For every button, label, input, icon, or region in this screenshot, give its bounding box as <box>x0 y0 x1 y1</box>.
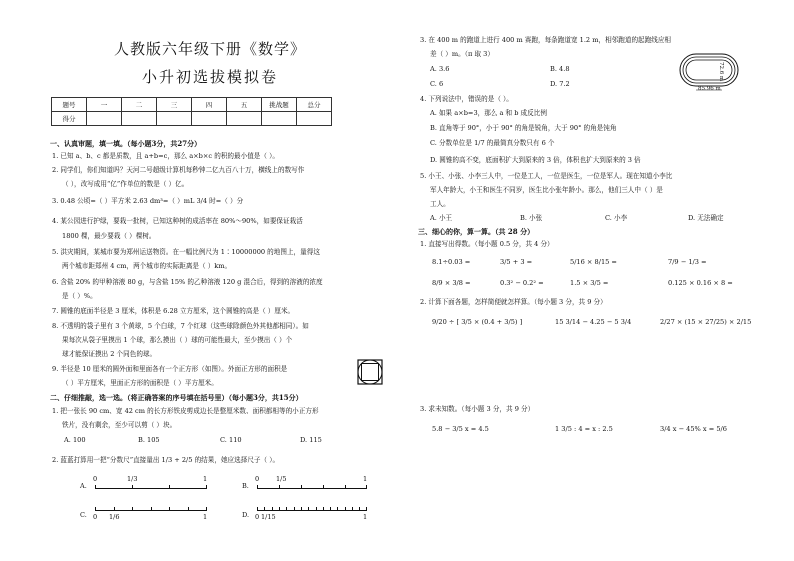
section-2-heading: 二、仔细推敲，选一选。（将正确答案的序号填在括号里）（每小题3分，共15分） <box>50 393 303 402</box>
ruler-tick <box>169 485 170 489</box>
ruler-tick <box>257 485 258 489</box>
question-1-8: 8. 不透明的袋子里有 3 个黄球，5 个白球，7 个红球（这些球除颜色外其他都相同）。如 <box>52 322 309 330</box>
calc-item: 1.5 × 3/5 = <box>570 279 609 287</box>
question-1-2-line2: （ ），改写成用“亿”作单位的数是（ ）亿。 <box>62 180 189 188</box>
calc-item: 15 3/14 − 4.25 − 5 3/4 <box>555 318 632 326</box>
calc-item: 2/27 × (15 × 27/25) × 2/15 <box>660 318 752 326</box>
option-c[interactable]: C. 小李 <box>605 214 628 222</box>
option-d[interactable]: D. 115 <box>300 436 322 444</box>
score-input-cell[interactable] <box>297 112 332 126</box>
option-c[interactable]: C. 6 <box>430 80 444 88</box>
section-3-heading: 三、细心的你，算一算。（共 28 分） <box>418 227 535 236</box>
ruler-tick <box>337 507 338 511</box>
option-a[interactable]: A. 如果 a×b=3，那么 a 和 b 成反比例 <box>430 109 547 117</box>
ruler-c-mark: 1/6 <box>109 513 120 521</box>
ruler-tick <box>188 507 189 511</box>
ruler-tick <box>352 507 353 511</box>
ruler-tick <box>359 507 360 511</box>
question-1-4: 4. 某公园进行护绿，要栽一批树，已知这种树的成活率在 80%～90%，如要保证栽活 <box>52 217 303 225</box>
ruler-d-label: D. <box>242 511 250 519</box>
option-d[interactable]: D. 圆锥的高不变，底面积扩大到原来的 3 倍，体积也扩大到原来的 3 倍 <box>430 156 641 164</box>
option-a[interactable]: A. 3.6 <box>430 65 450 73</box>
option-d[interactable]: D. 7.2 <box>550 80 570 88</box>
ruler-tick <box>366 507 367 511</box>
question-2-2: 2. 蓝蓝打算用一把“分数尺”直接量出 1/3 + 2/5 的结果，她应选择尺子（ ）。 <box>52 456 280 464</box>
calc-1-heading: 1. 直接写出得数。（每小题 0.5 分，共 4 分） <box>420 240 554 248</box>
score-table <box>51 97 332 126</box>
ruler-tick <box>206 485 207 489</box>
ruler-tick <box>151 507 152 511</box>
score-table-score-row <box>52 112 332 126</box>
ruler-tick <box>345 507 346 511</box>
circle-square-figure <box>356 358 384 386</box>
question-1-9-line2: （ ）平方厘米，里面正方形的面积是（ ）平方厘米。 <box>62 379 218 387</box>
ruler-tick <box>301 485 302 489</box>
equation-item: 5.8 − 3/5 x = 4.5 <box>432 425 489 433</box>
section-1-heading: 一、认真审题，填一填。（每小题3分，共27分） <box>50 139 202 148</box>
ruler-a-zero: 0 <box>93 475 98 483</box>
ruler-tick <box>95 485 96 489</box>
ruler-line <box>95 488 207 489</box>
equation-item: 3/4 x − 45% x = 5/6 <box>660 425 727 433</box>
score-cell: 二 <box>122 98 157 112</box>
ruler-tick <box>294 507 295 511</box>
question-2-1: 1. 把一张长 90 cm、宽 42 cm 的长方形铁皮剪成边长是整厘米数、面积都相等的小正方形 <box>52 407 319 415</box>
ruler-tick <box>206 507 207 511</box>
question-2-5: 5. 小王、小张、小李三人中，一位是工人，一位是医生，一位是军人。现在知道小李比 <box>420 172 673 180</box>
question-1-5-line2: 两个城市距郑州 4 cm，两个城市的实际距离是（ ）km。 <box>62 262 232 270</box>
ruler-tick <box>286 507 287 511</box>
score-table-header-row <box>52 98 332 112</box>
ruler-tick <box>323 507 324 511</box>
ruler-b-zero: 0 <box>255 475 260 483</box>
ruler-c-one: 1 <box>203 513 208 521</box>
score-cell: 挑战题 <box>262 98 297 112</box>
ruler-tick <box>272 507 273 511</box>
calc-3-heading: 3. 求未知数。（每小题 3 分，共 9 分） <box>420 405 535 413</box>
ruler-tick <box>366 485 367 489</box>
score-cell: 总分 <box>297 98 332 112</box>
question-1-3: 3. 0.48 公顷=（ ）平方米 2.63 dm³=（ ）mL 3/4 时=（ ）分 <box>52 197 244 205</box>
ruler-d-mark: 1/15 <box>261 513 276 521</box>
option-b[interactable]: B. 小张 <box>520 214 543 222</box>
ruler-tick <box>330 507 331 511</box>
score-cell: 题号 <box>52 98 87 112</box>
question-2-3: 3. 在 400 m 的跑道上进行 400 m 赛跑，每条跑道宽 1.2 m，相邻跑道的起跑线应相 <box>420 36 672 44</box>
score-input-cell[interactable] <box>262 112 297 126</box>
question-1-6-line2: 是（ ）%。 <box>62 292 97 300</box>
equation-item: 1 3/5 : 4 = x : 2.5 <box>555 425 613 433</box>
question-1-1: 1. 已知 a、b、c 都是质数，且 a+b=c，那么 a×b×c 的积的最小值是（ ）。 <box>52 152 279 160</box>
ruler-line <box>257 510 367 511</box>
calc-item: 3/5 + 3 = <box>500 258 533 266</box>
question-2-3-line2: 差（ ）m。（π 取 3） <box>430 50 494 58</box>
question-2-5-line2: 军人年龄大，小王和医生不同岁，医生比小张年龄小。那么，他们三人中（ ）是 <box>430 186 663 194</box>
ruler-b-label: B. <box>242 482 249 490</box>
option-c[interactable]: C. 110 <box>220 436 242 444</box>
option-c[interactable]: C. 分数单位是 1/7 的最简真分数只有 6 个 <box>430 139 555 147</box>
option-d[interactable]: D. 无法确定 <box>688 214 724 222</box>
ruler-a-one: 1 <box>203 475 208 483</box>
ruler-c-label: C. <box>80 511 87 519</box>
ruler-tick <box>316 507 317 511</box>
ruler-tick <box>132 507 133 511</box>
ruler-tick <box>308 507 309 511</box>
question-1-8-line2: 果每次从袋子里摸出 1 个球，那么摸出（ ）球的可能性最大，至少摸出（ ）个 <box>62 336 293 344</box>
ruler-b-mark: 1/5 <box>276 475 287 483</box>
ruler-b-one: 1 <box>363 475 368 483</box>
question-2-4: 4. 下列说法中，错误的是（ ）。 <box>420 95 513 103</box>
score-cell: 三 <box>157 98 192 112</box>
calc-2-heading: 2. 计算下面各题，怎样简便就怎样算。（每小题 3 分，共 9 分） <box>420 298 607 306</box>
ruler-a-mark: 1/3 <box>127 475 138 483</box>
score-input-cell[interactable] <box>192 112 227 126</box>
ruler-tick <box>345 485 346 489</box>
question-1-2: 2. 同学们，你们知道吗？天河二号超级计算机每秒钟二亿九百八十万，横线上的数写作 <box>52 166 305 174</box>
ruler-d-one: 1 <box>363 513 368 521</box>
question-1-5: 5. 洪灾期间，某城市要为郑州运送物资。在一幅比例尺为 1∶10000000 的地图上，量得这 <box>52 248 320 256</box>
question-1-9: 9. 半径是 10 厘米的圆外面和里面各有一个正方形（如图）。外面正方形的面积是 <box>52 365 288 373</box>
option-a[interactable]: A. 小王 <box>430 214 453 222</box>
score-cell: 得分 <box>52 112 87 126</box>
ruler-c-zero: 0 <box>93 513 98 521</box>
score-input-cell[interactable] <box>87 112 122 126</box>
ruler-tick <box>323 485 324 489</box>
ruler-tick <box>95 507 96 511</box>
ruler-tick <box>279 485 280 489</box>
calc-item: 8.1÷0.03 = <box>432 258 471 266</box>
calc-item: 9/20 ÷ [ 3/5 × (0.4 + 3/5) ] <box>432 318 523 326</box>
ruler-tick <box>132 485 133 489</box>
calc-item: 8/9 × 3/8 = <box>432 279 471 287</box>
ruler-tick <box>257 507 258 511</box>
score-input-cell[interactable] <box>157 112 192 126</box>
track-width-label: 85.96 m <box>698 86 721 92</box>
subtitle: 小升初选拔模拟卷 <box>141 68 278 86</box>
question-1-8-line3: 球才能保证摸出 2 个同色的球。 <box>62 350 157 358</box>
ruler-d-zero: 0 <box>255 513 260 521</box>
score-input-cell[interactable] <box>122 112 157 126</box>
calc-item: 5/16 × 8/15 = <box>570 258 617 266</box>
option-b[interactable]: B. 4.8 <box>550 65 570 73</box>
question-2-5-line3: 工人。 <box>430 200 450 208</box>
ruler-line <box>257 488 367 489</box>
question-2-1-line2: 铁片，没有剩余，至少可以剪（ ）块。 <box>62 421 177 429</box>
score-cell: 一 <box>87 98 122 112</box>
question-1-6: 6. 含盐 20% 的甲种溶液 80 g，与含盐 15% 的乙种溶液 120 g 混合后，得到的溶液的浓度 <box>52 278 323 286</box>
score-cell: 四 <box>192 98 227 112</box>
ruler-tick <box>264 507 265 511</box>
ruler-tick <box>114 507 115 511</box>
option-b[interactable]: B. 105 <box>138 436 160 444</box>
calc-item: 0.3² − 0.2² = <box>500 279 544 287</box>
option-b[interactable]: B. 直角等于 90°，小于 90° 的角是锐角，大于 90° 的角是钝角 <box>430 124 617 132</box>
calc-item: 7/9 − 1/3 = <box>668 258 707 266</box>
score-input-cell[interactable] <box>227 112 262 126</box>
option-a[interactable]: A. 100 <box>64 436 86 444</box>
ruler-tick <box>301 507 302 511</box>
question-1-7: 7. 圆锥的底面半径是 3 厘米，体积是 6.28 立方厘米，这个圆锥的高是（ ）厘米。 <box>52 307 295 315</box>
ruler-tick <box>279 507 280 511</box>
score-cell: 五 <box>227 98 262 112</box>
track-height-label: 72.6 m <box>718 62 724 82</box>
ruler-tick <box>169 507 170 511</box>
title: 人教版六年级下册《数学》 <box>113 40 306 58</box>
ruler-a-label: A. <box>80 482 87 490</box>
calc-item: 0.125 × 0.16 × 8 = <box>668 279 733 287</box>
question-1-4-line2: 1800 棵，最少要栽（ ）棵树。 <box>62 232 156 240</box>
